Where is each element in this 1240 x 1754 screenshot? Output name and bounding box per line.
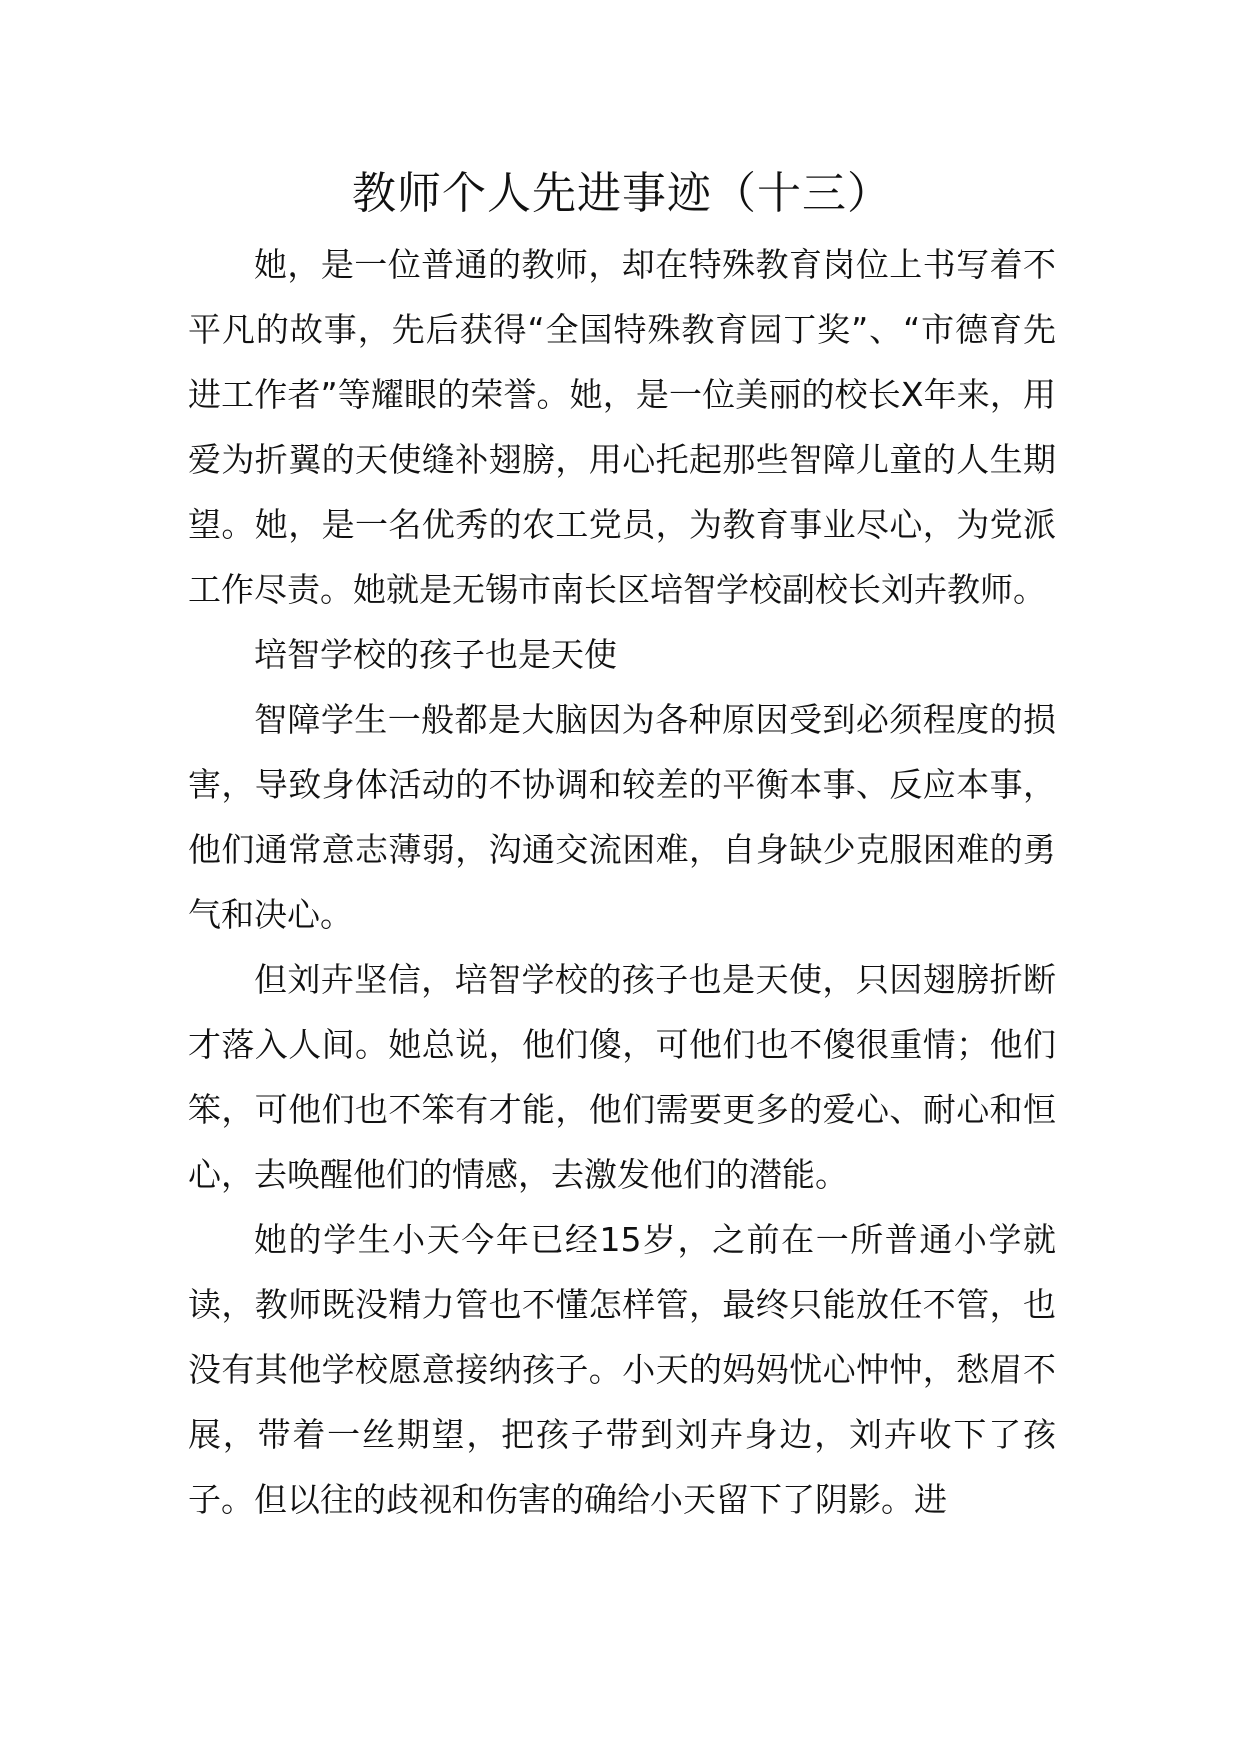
paragraph-students: 智障学生一般都是大脑因为各种原因受到必须程度的损害，导致身体活动的不协调和较差的平衡本事、反应本事，他们通常意志薄弱，沟通交流困难，自身缺少克服困难的勇气和决心。 [188, 700, 1056, 934]
paragraph-belief: 但刘卉坚信，培智学校的孩子也是天使，只因翅膀折断才落入人间。她总说，他们傻，可他们也不傻很重情；他们笨，可他们也不笨有才能，他们需要更多的爱心、耐心和恒心，去唤醒他们的情感，去激发他们的潜能。 [188, 960, 1056, 1194]
section-heading: 培智学校的孩子也是天使 [254, 635, 617, 674]
paragraph-xiaotian: 她的学生小天今年已经15岁，之前在一所普通小学就读，教师既没精力管也不懂怎样管，最终只能放任不管，也没有其他学校愿意接纳孩子。小天的妈妈忧心忡忡，愁眉不展，带着一丝期望，把孩子带到刘卉身边，刘卉收下了孩子。但以往的歧视和伤害的确给小天留下了阴影。进 [188, 1220, 1056, 1519]
paragraph-intro: 她，是一位普通的教师，却在特殊教育岗位上书写着不平凡的故事，先后获得“全国特殊教育园丁奖”、“市德育先进工作者”等耀眼的荣誉。她，是一位美丽的校长X年来，用爱为折翼的天使缝补翅膀，用心托起那些智障儿童的人生期望。她，是一名优秀的农工党员，为教育事业尽心，为党派工作尽责。她就是无锡市南长区培智学校副校长刘卉教师。 [188, 245, 1056, 609]
document-title: 教师个人先进事迹（十三） [352, 168, 892, 219]
document-body [188, 232, 1056, 1532]
